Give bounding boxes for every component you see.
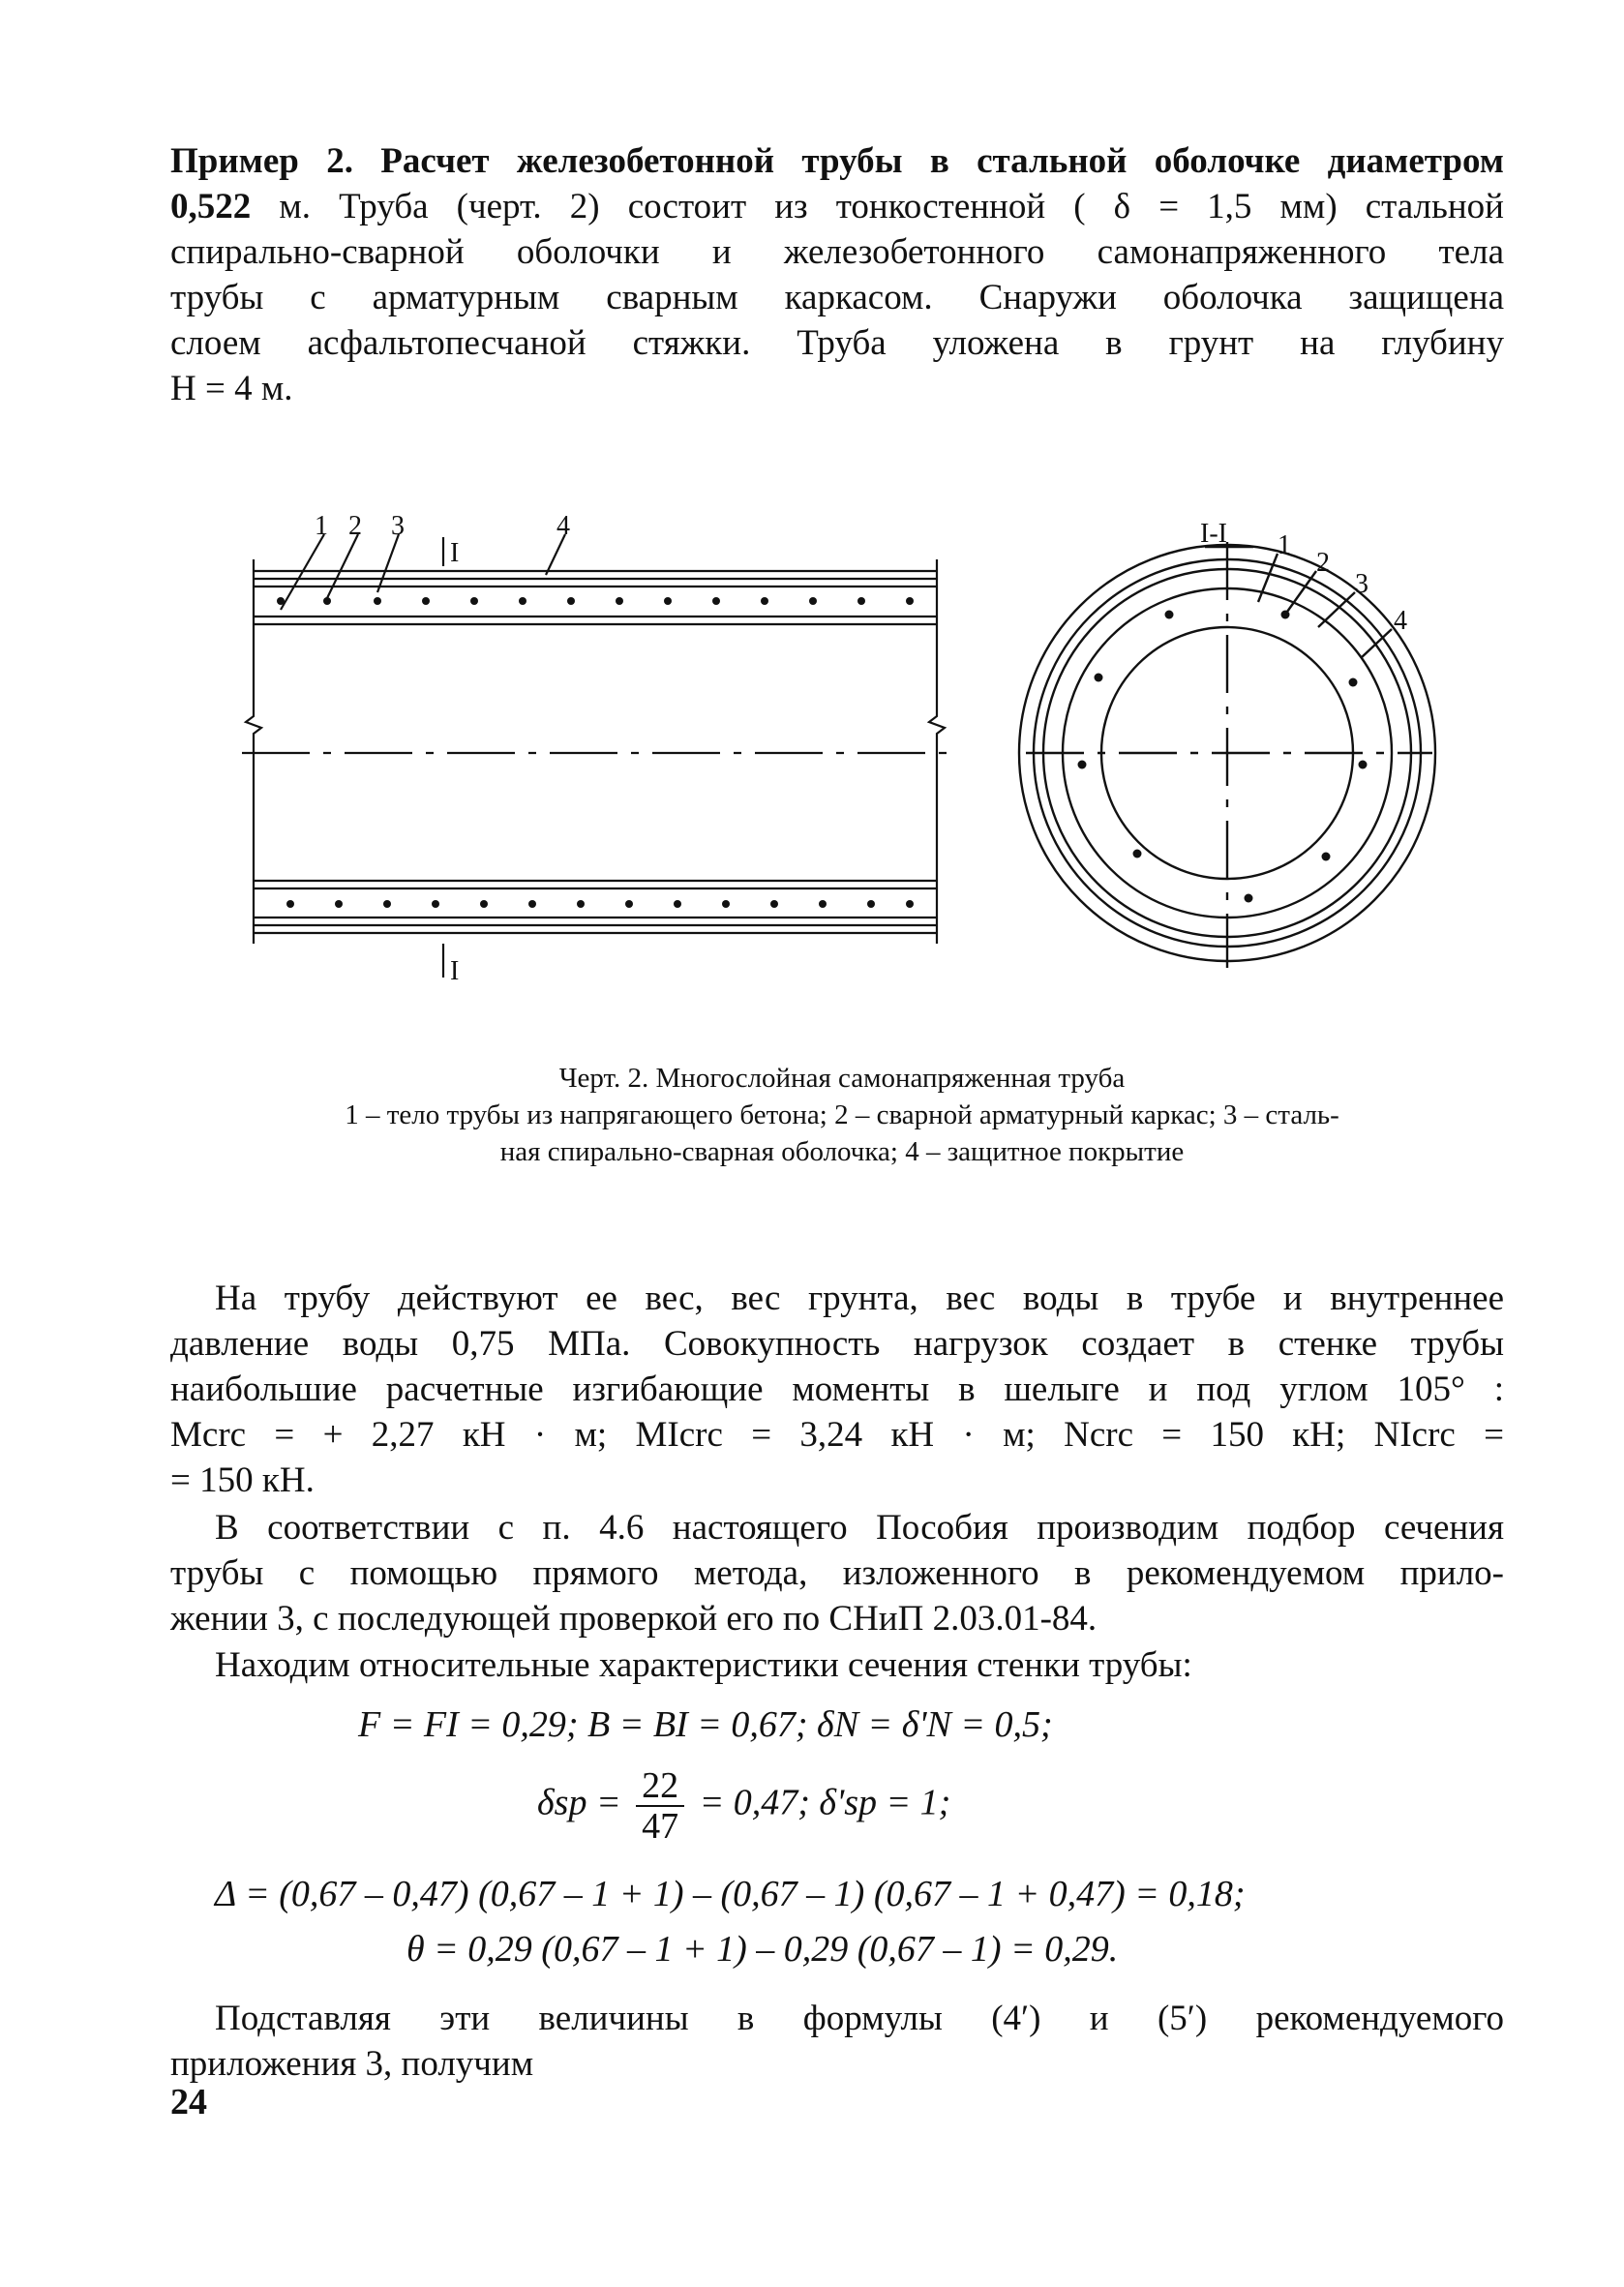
loads-line-4: Mcrc = + 2,27 кН · м; MIcrc = 3,24 кН · м; Ncrc = 150 кН; NIcrc =: [170, 1415, 1504, 1455]
section-labels: [1200, 519, 1407, 636]
rebar-dots-section: [1078, 611, 1368, 903]
method-paragraph: [170, 1505, 1504, 1641]
formula-1: F = FI = 0,29; B = BI = 0,67; δN = δ'N = 0,5;: [358, 1704, 1053, 1745]
pipe-cross-section: [1019, 542, 1435, 968]
figure-caption: [169, 1060, 1515, 1170]
formula-4: θ = 0,29 (0,67 – 1 + 1) – 0,29 (0,67 – 1) = 0,29.: [406, 1929, 1119, 1970]
formula-3: Δ = (0,67 – 0,47) (0,67 – 1 + 1) – (0,67 – 1) (0,67 – 1 + 0,47) = 0,18;: [215, 1874, 1246, 1914]
label-2: 2: [348, 511, 362, 541]
example-line-4: трубы с арматурным сварным каркасом. Снаружи оболочка защищена: [170, 278, 1504, 317]
loads-line-3: наибольшие расчетные изгибающие моменты в шелыге и под углом 105° :: [170, 1369, 1504, 1409]
page-number: 24: [170, 2082, 207, 2122]
label-section-bottom: I: [450, 956, 460, 986]
example-line-2: 0,522 м. Труба (черт. 2) состоит из тонкостенной ( δ = 1,5 мм) стальной: [170, 187, 1504, 226]
loads-line-5: = 150 кН.: [170, 1460, 315, 1500]
loads-line-2: давление воды 0,75 МПа. Совокупность нагрузок создает в стенке трубы: [170, 1324, 1504, 1364]
label-section-top: I: [450, 538, 460, 568]
loads-line-1: На трубу действуют ее вес, вес грунта, вес воды в трубе и внутреннее: [215, 1279, 1504, 1318]
substitute-line-2: приложения 3, получим: [170, 2044, 534, 2084]
example-line-5: слоем асфальтопесчаной стяжки. Труба уложена в грунт на глубину: [170, 323, 1504, 363]
label-4: 4: [556, 511, 570, 541]
section-label-1: 1: [1278, 530, 1291, 560]
substitute-line-1: Подставляя эти величины в формулы (4′) и (5′) рекомендуемого: [215, 1999, 1504, 2038]
fraction: $\frac{22}{47}$: [636, 1766, 684, 1846]
section-label-4: 4: [1394, 606, 1407, 636]
section-label-2: 2: [1316, 548, 1330, 578]
label-3: 3: [391, 511, 405, 541]
example-line-3: спирально-сварной оболочки и железобетонного самонапряженного тела: [170, 232, 1504, 272]
formula-2: δsp = $\frac{22}{47}$ = 0,47; δ'sp = 1;: [537, 1765, 951, 1847]
caption-title: Черт. 2. Многослойная самонапряженная труба: [558, 1063, 1126, 1094]
section-label-3: 3: [1355, 569, 1368, 599]
loads-paragraph: [170, 1276, 1504, 1503]
caption-legend-2: ная спирально-сварная оболочка; 4 – защитное покрытие: [499, 1136, 1185, 1167]
example-line-1: Пример 2. Расчет железобетонной трубы в стальной оболочке диаметром: [170, 141, 1504, 181]
method-line-2: трубы с помощью прямого метода, изложенного в рекомендуемом прило-: [170, 1553, 1504, 1593]
label-1: 1: [315, 511, 328, 541]
method-line-1: В соответствии с п. 4.6 настоящего Пособия производим подбор сечения: [215, 1508, 1504, 1548]
section-title: I-I: [1200, 519, 1227, 549]
example-line-6: H = 4 м.: [170, 369, 293, 408]
method-line-3: жении 3, с последующей проверкой его по СНиП 2.03.01-84.: [170, 1599, 1098, 1639]
find-line: Находим относительные характеристики сечения стенки трубы:: [215, 1645, 1192, 1685]
side-labels: [315, 511, 570, 986]
substitute-paragraph: [170, 1996, 1504, 2087]
caption-legend-1: 1 – тело трубы из напрягающего бетона; 2 – сварной арматурный каркас; 3 – сталь-: [345, 1099, 1339, 1130]
pipe-longitudinal-view: [242, 534, 953, 978]
pipe-drawing: [0, 0, 1624, 1045]
